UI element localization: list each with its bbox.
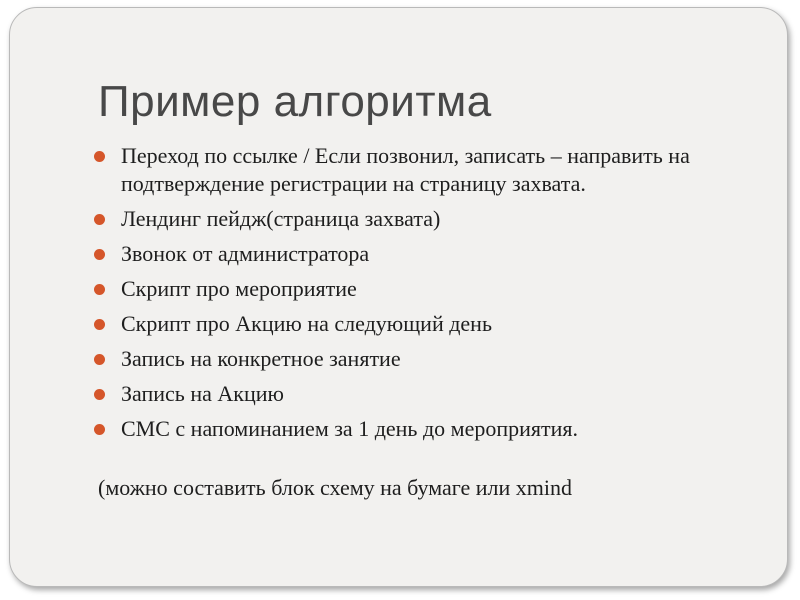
- list-item-text: Запись на конкретное занятие: [121, 346, 401, 371]
- list-item: [94, 275, 744, 303]
- list-item-text: Звонок от администратора: [121, 241, 370, 266]
- list-item: [94, 345, 744, 373]
- list-item: [94, 142, 744, 198]
- bullet-dot-icon: [94, 249, 105, 260]
- list-item-text: Скрипт про мероприятие: [121, 276, 357, 301]
- slide-frame: [9, 7, 788, 587]
- list-item-text: СМС с напоминанием за 1 день до мероприятия.: [121, 416, 579, 441]
- list-item: [94, 380, 744, 408]
- footnote-text: (можно составить блок схему на бумаге или xmind: [98, 475, 573, 500]
- list-item: [94, 310, 744, 338]
- list-item: [94, 240, 744, 268]
- bullet-dot-icon: [94, 151, 105, 162]
- bullet-dot-icon: [94, 284, 105, 295]
- list-item: [94, 205, 744, 233]
- bullet-dot-icon: [94, 354, 105, 365]
- list-item-text: Запись на Акцию: [121, 381, 284, 406]
- list-item-text: Лендинг пейдж(страница захвата): [121, 206, 441, 231]
- list-item-text: Переход по ссылке / Если позвонил, записать – направить на подтверждение регистрации на страницу захвата.: [121, 143, 690, 196]
- bullet-dot-icon: [94, 389, 105, 400]
- list-item: [94, 415, 744, 443]
- bullet-dot-icon: [94, 214, 105, 225]
- bullet-dot-icon: [94, 319, 105, 330]
- bullet-list: [94, 142, 744, 450]
- slide-title: Пример алгоритма: [98, 77, 492, 126]
- bullet-dot-icon: [94, 424, 105, 435]
- list-item-text: Скрипт про Акцию на следующий день: [121, 311, 492, 336]
